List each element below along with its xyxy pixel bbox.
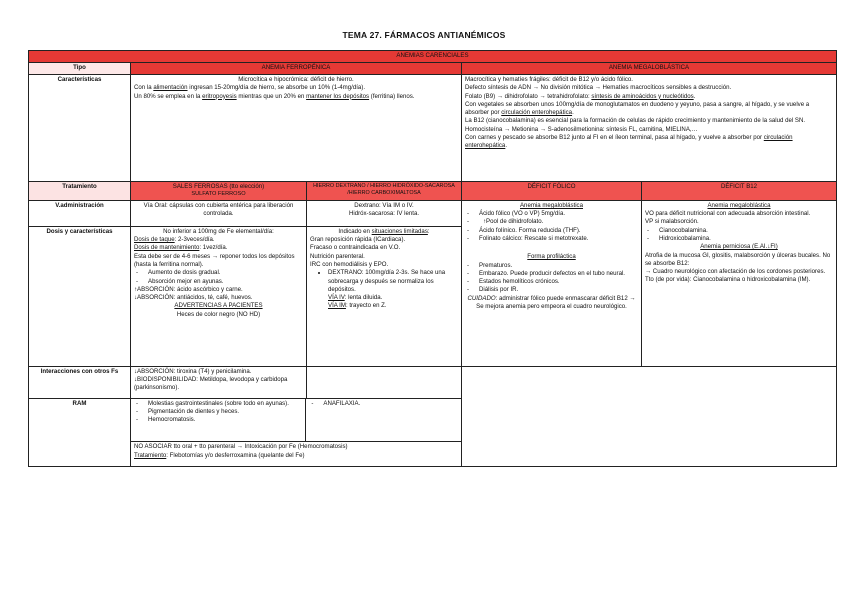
trat-hierro-parenteral: HIERRO DEXTRANO / HIERRO HIDRÓXIDO-SACAROSA /HIERRO CARBOXIMALTOSA [307, 182, 462, 201]
page-title: TEMA 27. FÁRMACOS ANTIANÉMICOS [342, 30, 506, 40]
oral-bullets: - Aumento de dosis gradual. - Absorción mejor en ayunas. [134, 269, 303, 286]
car-megalo-line5: La B12 (cianocobalamina) es esencial para la formación de celulas de rápido crecimiento y mantenimiento de la salud del SN. Homocisteína → Metionina → S-adenosilmetionina: síntesis FL, carnitina, MIELINA,… [465, 117, 806, 133]
row-label-dosis: Dosis y características [29, 226, 131, 366]
ram-parenteral: - ANAFILAXIA. [306, 399, 461, 442]
car-ferro-line3: Un 80% se emplea en la eritropoyesis mientras que un 20% en mantener los depósitos (ferritina) llenos. [134, 92, 415, 100]
ram-note: NO ASOCIAR tto oral + tto parenteral → Intoxicación por Fe (Hemocromatosis) Tratamiento: Flebotomías y/o desferroxamina (quelante del Fe) [134, 443, 348, 459]
car-megalo-line6: Con carnes y pescado se absorbe B12 junto al FI en el íleon terminal, pasa al hígado, y vuelve a absorber por circulación enterohepática. [465, 133, 793, 150]
car-megalo-line4: Con vegetales se absorben unos 100mg/día de monoglutamatos en duodeno y yeyuno, pasa a sangre, al hígado, y se vuelve a absorber por circulación enterohepática. [465, 100, 810, 117]
dextrano-list: • DEXTRANO: 100mg/día 2-3s. Se hace una sobrecarga y después se normaliza los depósitos. [310, 269, 458, 294]
megalo-empty [462, 366, 837, 466]
car-ferropenica [131, 75, 462, 182]
cuidado-note: CUIDADO: administrar fólico puede enmascarar déficit B12 → Se mejora anemia pero empeora el cuadro neurológico. [467, 294, 636, 310]
trat-sales-ferrosas [131, 182, 307, 201]
tipo-ferropenica: ANEMIA FERROPÉNICA [131, 63, 462, 75]
advertencias-title: ADVERTENCIAS A PACIENTES [174, 302, 263, 310]
ram-oral: - Molestias gastrointestinales (sobre todo en ayunas). - Pigmentación de dientes y heces. - Hemocromatosis. [131, 399, 306, 442]
banner: ANEMIAS CARENCIALES [29, 51, 837, 63]
folico-list: - Ácido fólico (VO o VP) 5mg/día. - ↑Pool de dihidrofolato. - Ácido folínico. Forma reducida (THF). - Folinato cálcico: Rescate si metotrexate. [465, 210, 638, 243]
row-label-interacciones: Interacciones con otros Fs [29, 366, 131, 398]
row-label-ram: RAM [29, 398, 131, 466]
interacciones-ferro: ↓ABSORCIÓN: tiroxina (T4) y penicilamina. ↓BIODISPONIBILIDAD: Metildopa, levodopa y carbidopa (parkinsonismo). [131, 366, 307, 398]
anemia-table [28, 50, 837, 467]
profilactica-title: Forma profiláctica [527, 253, 576, 261]
trat-deficit-b12: DÉFICIT B12 [642, 182, 837, 201]
admin-parenteral: Dextrano: Vía IM o IV. Hidróx-sacarosa: IV lenta. [307, 200, 462, 226]
car-megaloblastica [462, 75, 837, 182]
row-label-tratamiento: Tratamiento [29, 182, 131, 201]
ram-ferro [131, 398, 462, 466]
row-label-caracteristicas: Características [29, 75, 131, 182]
admin-oral: Vía Oral: cápsulas con cubierta entérica para liberación controlada. [131, 200, 307, 226]
car-megalo-line1: Macrocítica y hematíes frágiles: déficit de B12 y/o ácido fólico. [465, 76, 633, 83]
folico-title: Anemia megaloblástica [519, 201, 583, 209]
trat-deficit-folico: DÉFICIT FÓLICO [462, 182, 642, 201]
car-ferro-line1: Microcítica e hipocrómica: déficit de hierro. [238, 76, 354, 83]
dosis-b12: Anemia megaloblástica VO para déficit nutricional con adecuada absorción intestinal. VP si malabsorción. - Cianocobalamina. - Hidroxicobalamina. Anemia perniciosa (E.AI.↓FI) Atrofia de la mucosa GI, glositis, malabsorción y úlceras bucales. No se absorbe B12: → Cuadro neurológico con afectación de los cordones posteriores. Tto (de por vida): Cianocobalamina o hidroxicobalamina (IM). [642, 200, 837, 366]
profilactica-list: - Prematuros. - Embarazo. Puede producir defectos en el tubo neural. - Estados hemolíticos crónicos. - Diálisis por IR. [465, 262, 638, 295]
car-megalo-line3: Folato (B9) → dihidrofolato → tetrahidrofolato: síntesis de aminoácidos y nucleótidos. [465, 92, 696, 100]
perniciosa-title: Anemia perniciosa (E.AI.↓FI) [700, 243, 778, 251]
dosis-folico [462, 200, 642, 366]
dosis-oral: No inferior a 100mg de Fe elemental/día: Dosis de taque: 2-3veces/día. Dosis de mantenimiento: 1vez/día. Esta debe ser de 4-6 meses → reponer todos los depósitos (hasta la ferritina normal). - Aumento de dosis gradual. - Absorción mejor en ayunas. ↑ABSORCIÓN: ácido ascórbico y carne. ↓ABSORCIÓN: antiácidos, té, café, huevos. ADVERTENCIAS A PACIENTES Heces de color negro (NO HD) [131, 226, 307, 366]
row-label-administracion: V.administración [29, 200, 131, 226]
trat-sales-sub: SULFATO FERROSO [191, 191, 246, 198]
trat-sales-title: SALES FERROSAS (tto elección) [172, 183, 265, 190]
tipo-megaloblastica: ANEMIA MEGALOBLÁSTICA [462, 63, 837, 75]
b12-list: - Cianocobalamina. - Hidroxicobalamina. [645, 227, 833, 244]
car-ferro-line2: Con la alimentación ingresan 15-20mg/día de hierro, se absorbe un 10% (1-4mg/día). [134, 84, 366, 92]
interacciones-empty [307, 366, 462, 398]
dosis-parenteral: Indicado en situaciones limitadas: Gran reposición rápida (ICardiaca). Fracaso o contraindicada en V.O. Nutrición parenteral. IRC con hemodiálisis y EPO. • DEXTRANO: 100mg/día 2-3s. Se hace una sobrecarga y después se normaliza los depósitos. VÍA IV: lenta diluida. VÍA IM: trayecto en Z. [307, 226, 462, 366]
row-label-tipo: Tipo [29, 63, 131, 75]
car-megalo-line2: Defecto síntesis de ADN → No división mitótica → Hematíes macrocíticos sensibles a destrucción. [465, 84, 732, 92]
b12-title: Anemia megaloblástica [707, 201, 771, 209]
